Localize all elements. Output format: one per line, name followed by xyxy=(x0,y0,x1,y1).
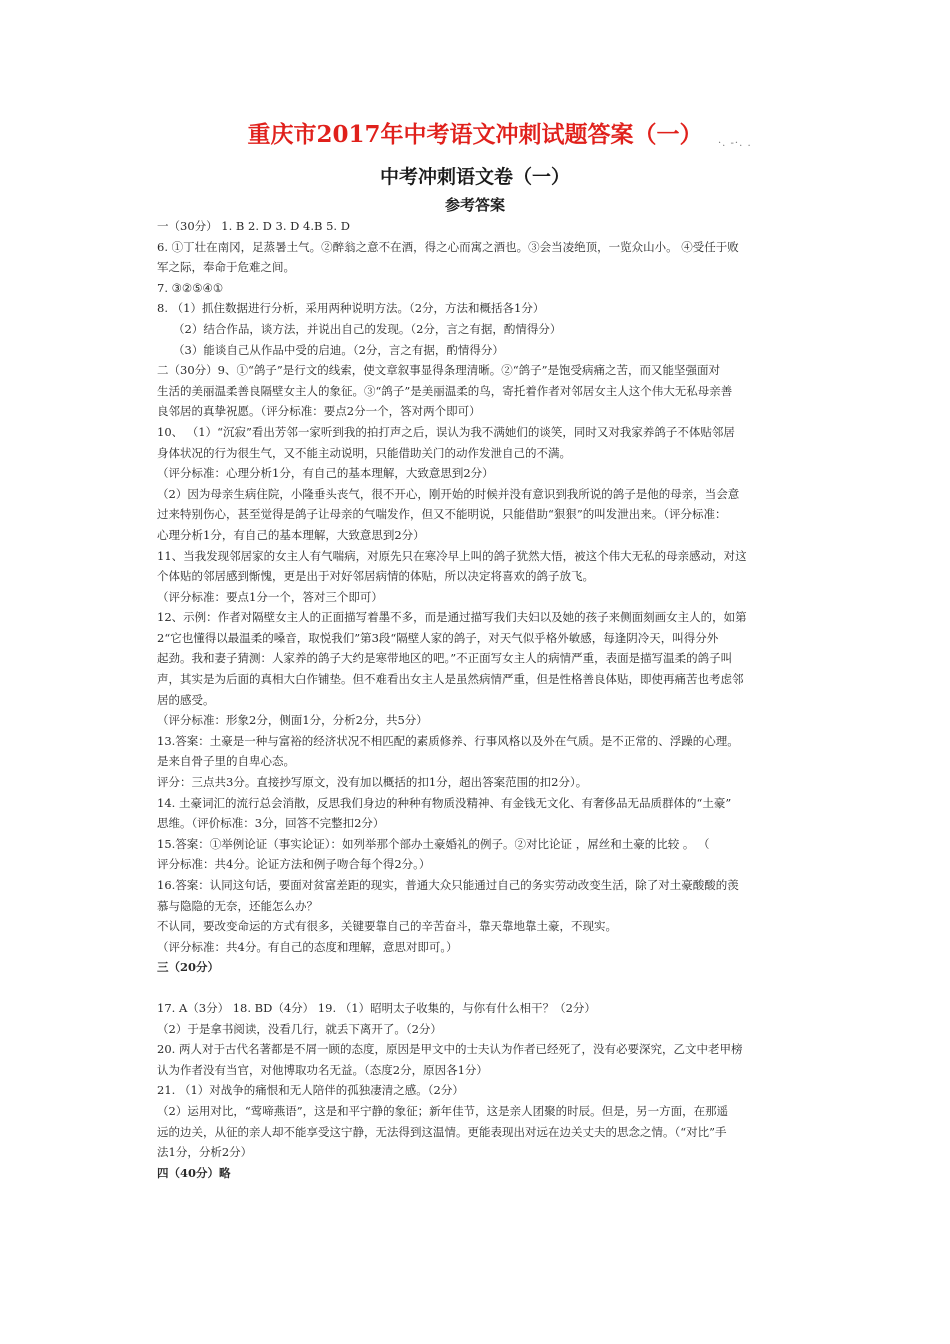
answer-line: 认为作者没有当官，对他博取功名无益。（态度2分，原因各1分） xyxy=(157,1062,488,1077)
answer-line: 6. ①丁壮在南冈，足蒸暑土气。②醉翁之意不在酒，得之心而寓之酒也。③会当凌绝顶，一览众山小。 ④受任于败 xyxy=(157,239,739,254)
answer-line: 慕与隐隐的无奈，还能怎么办？ xyxy=(157,898,318,913)
answer-line: 15.答案：①举例论证（事实论证）：如列举那个部办土豪婚礼的例子。②对比论证 ，屌丝和土豪的比较 。 （ xyxy=(157,836,710,851)
answer-line: 16.答案：认同这句话，要面对贫富差距的现实，普通大众只能通过自己的务实劳动改变生活，除了对土豪酸酸的羡 xyxy=(157,878,739,892)
answer-line: 8. （1）抓住数据进行分析，采用两种说明方法。（2分，方法和概括各1分） xyxy=(157,301,545,316)
answer-line: （评分标准：共4分。有自己的态度和理解，意思对即可。） xyxy=(157,939,458,954)
answer-line: （评分标准：形象2分，侧面1分，分析2分，共5分） xyxy=(157,713,428,728)
section-heading: 四（40分）略 xyxy=(157,1165,231,1180)
answer-line: 14. 土豪词汇的流行总会消散，反思我们身边的种种有物质没精神、有金钱无文化、有奢侈品无品质群体的“土豪” xyxy=(157,795,732,810)
answer-line: 11、当我发现邻居家的女主人有气喘病，对原先只在寒冷早上叫的鸽子犹然大悟，被这个伟大无私的母亲感动，对这 xyxy=(157,548,747,563)
answer-line: 心理分析1分，有自己的基本理解，大致意思到2分） xyxy=(157,527,425,542)
answer-line: （2）因为母亲生病住院，小隆垂头丧气，很不开心，刚开始的时候并没有意识到我所说的鸽子是他的母亲，当会意 xyxy=(157,486,740,501)
answer-line: 不认同，要改变命运的方式有很多，关键要靠自己的辛苦奋斗，靠天靠地靠土豪，不现实。 xyxy=(157,919,617,934)
answer-line: （3）能谈自己从作品中受的启迪。（2分，言之有据，酌情得分） xyxy=(173,342,504,357)
exam-header: 中考冲刺语文卷（一） xyxy=(379,166,570,188)
answer-line: 13.答案：土豪是一种与富裕的经济状况不相匹配的素质修养、行事风格以及外在气质。是不正常的、浮躁的心理。 xyxy=(157,733,739,748)
answer-line: 二（30分）9、①“鸽子”是行文的线索，使文章叙事显得条理清晰。②“鸽子”是饱受病痛之苦，而又能坚强面对 xyxy=(157,363,720,378)
answer-line: 个体贴的邻居感到惭愧，更是出于对好邻居病情的体贴，所以决定将喜欢的鸽子放飞。 xyxy=(157,569,594,584)
answer-line: 21. （1）对战争的痛恨和无人陪伴的孤独凄清之感。（2分） xyxy=(157,1083,464,1098)
answer-line: 军之际，奉命于危难之间。 xyxy=(157,260,295,275)
section-heading: 三（20分） xyxy=(157,960,220,975)
answer-line: 思维。（评价标准：3分，回答不完整扣2分） xyxy=(157,816,385,831)
answer-line: 一（30分） 1. B 2. D 3. D 4.B 5. D xyxy=(157,219,350,233)
answer-line: 20. 两人对于古代名著都是不屑一顾的态度，原因是甲文中的士夫认为作者已经死了，没有必要深究，乙文中老甲榜 xyxy=(157,1042,743,1057)
answer-line: 评分标准：共4分。论证方法和例子吻合每个得2分。） xyxy=(157,857,431,872)
answer-line: 起劲。我和妻子猜测：人家养的鸽子大约是寒带地区的吧。”不正面写女主人的病情严重，表面是描写温柔的鸽子叫 xyxy=(157,651,733,666)
answer-line: 法1分，分析2分） xyxy=(157,1145,253,1160)
answer-line: 过来特别伤心，甚至觉得是鸽子让母亲的气喘发作，但又不能明说，只能借助“狠狠”的叫发泄出来。（评分标准： xyxy=(157,507,727,522)
answer-subheader: 参考答案 xyxy=(444,196,505,214)
answer-line: （评分标准：要点1分一个，答对三个即可） xyxy=(157,589,383,604)
answer-line: （2）结合作品，谈方法，并说出自己的发现。（2分，言之有据，酌情得分） xyxy=(173,321,562,336)
answer-line: 居的感受。 xyxy=(157,692,215,707)
answer-body xyxy=(157,216,797,1183)
answer-line: 评分：三点共3分。直接抄写原文，没有加以概括的扣1分，超出答案范围的扣2分）。 xyxy=(157,775,588,790)
corner-mark: ·. -·. . xyxy=(718,138,752,149)
answer-line: 2“它也懂得以最温柔的嗓音，取悦我们”第3段“隔壁人家的鸽子，对天气似乎格外敏感，每逢阴冷天，叫得分外 xyxy=(157,630,719,645)
answer-line: 声，其实是为后面的真相大白作铺垫。但不难看出女主人是虽然病情严重，但是性格善良体贴，即使再痛苦也考虑邻 xyxy=(157,672,744,687)
answer-line: 10、 （1）“沉寂”看出芳邻一家听到我的拍打声之后，误认为我不满她们的谈笑，同时又对我家养鸽子不体贴邻居 xyxy=(157,424,735,439)
answer-line: 良邻居的真挚祝愿。（评分标准：要点2分一个，答对两个即可） xyxy=(157,404,481,419)
answer-line: 身体状况的行为很生气，又不能主动说明，只能借助关门的动作发泄自己的不满。 xyxy=(157,445,571,460)
document-title: 重庆市2017年中考语文冲刺试题答案（一） xyxy=(247,121,703,148)
answer-line: 生活的美丽温柔善良隔壁女主人的象征。③“鸽子”是美丽温柔的鸟，寄托着作者对邻居女主人这个伟大无私母亲善 xyxy=(157,383,733,398)
answer-line: （2）运用对比，“莺啼燕语”，这是和平宁静的象征；新年佳节，这是亲人团聚的时辰。但是，另一方面，在那遥 xyxy=(157,1103,729,1118)
answer-line: 远的边关，从征的亲人却不能享受这宁静，无法得到这温情。更能表现出对远在边关丈夫的思念之情。（“对比”手 xyxy=(157,1124,727,1139)
spacer xyxy=(157,978,797,998)
answer-line: 17. A（3分） 18. BD（4分） 19. （1）昭明太子收集的，与你有什么相干？（2分） xyxy=(157,1000,596,1015)
answer-line: 是来自骨子里的自卑心态。 xyxy=(157,754,295,769)
answer-line: （2）于是拿书阅读，没看几行，就丢下离开了。（2分） xyxy=(157,1021,442,1036)
answer-line: 7. ③②⑤④① xyxy=(157,280,224,295)
answer-line: （评分标准：心理分析1分，有自己的基本理解，大致意思到2分） xyxy=(157,466,494,481)
answer-line: 12、示例：作者对隔壁女主人的正面描写着墨不多，而是通过描写我们夫妇以及她的孩子来侧面刻画女主人的，如第 xyxy=(157,610,747,625)
